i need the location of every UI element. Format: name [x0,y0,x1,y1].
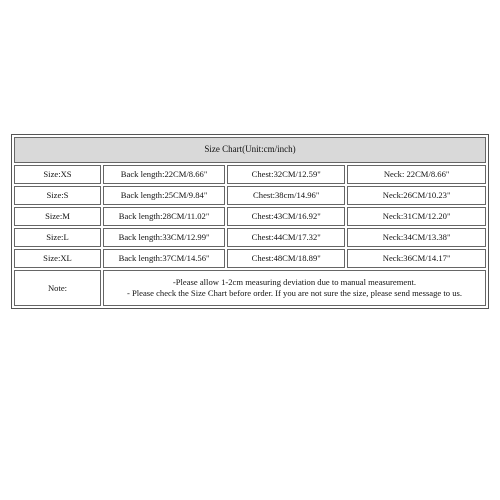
table-row [14,186,486,205]
size-label: Size:XL [14,249,101,268]
note-line-1: -Please allow 1-2cm measuring deviation due to manual measurement. [172,277,417,288]
table-row [14,228,486,247]
back-length-cell: Back length:37CM/14.56" [103,249,225,268]
note-label: Note: [14,270,101,306]
neck-cell: Neck:31CM/12.20" [347,207,486,226]
neck-cell: Neck:26CM/10.23" [347,186,486,205]
back-length-cell: Back length:33CM/12.99" [103,228,225,247]
note-line-2: - Please check the Size Chart before order. If you are not sure the size, please send message to us. [126,288,463,298]
table-row [14,249,486,268]
size-chart-table [11,134,489,309]
size-label: Size:S [14,186,101,205]
size-label: Size:XS [14,165,101,184]
table-row [14,207,486,226]
size-label: Size:L [14,228,101,247]
back-length-cell: Back length:25CM/9.84" [103,186,225,205]
chest-cell: Chest:32CM/12.59" [227,165,345,184]
neck-cell: Neck:34CM/13.38" [347,228,486,247]
chest-cell: Chest:38cm/14.96" [227,186,345,205]
table-row [14,165,486,184]
neck-cell: Neck: 22CM/8.66" [347,165,486,184]
chest-cell: Chest:44CM/17.32" [227,228,345,247]
chest-cell: Chest:48CM/18.89" [227,249,345,268]
size-chart-title: Size Chart(Unit:cm/inch) [14,137,486,163]
size-label: Size:M [14,207,101,226]
note-text [103,270,486,306]
chest-cell: Chest:43CM/16.92" [227,207,345,226]
neck-cell: Neck:36CM/14.17" [347,249,486,268]
back-length-cell: Back length:28CM/11.02" [103,207,225,226]
note-row [14,270,486,306]
back-length-cell: Back length:22CM/8.66" [103,165,225,184]
